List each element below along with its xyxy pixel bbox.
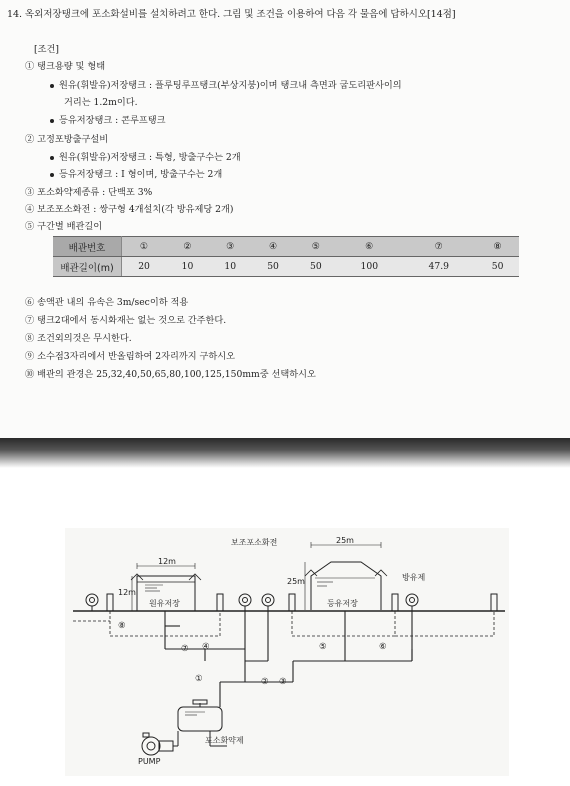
- pipe-number-cell: ⑤: [294, 237, 337, 257]
- condition-3: ③ 포소화약제종류 : 단백포 3%: [25, 187, 153, 198]
- pipe-length-cell: 20: [122, 257, 167, 277]
- condition-4: ④ 보조포소화전 : 쌍구형 4개설치(각 방유제당 2개): [25, 204, 234, 215]
- pipe-length-cell: 100: [337, 257, 401, 277]
- pipe-length-cell: 50: [252, 257, 295, 277]
- pipe-number-cell: ④: [252, 237, 295, 257]
- conditions-heading: [조건]: [34, 44, 59, 55]
- bullet-icon: [50, 119, 54, 123]
- condition-1-bullet-1: 원유(휘발유)저장탱크 : 플루팅루프탱크(부상지붕)이며 탱크내 측면과 굽도리판사이의: [50, 77, 402, 91]
- hydrant-icon: [406, 594, 418, 611]
- label-auxiliary-hydrant: 보조포소화전: [231, 538, 278, 547]
- pipe-label-2: ②: [261, 677, 269, 687]
- pipe-label-1: ①: [195, 674, 203, 684]
- bullet-icon: [50, 156, 54, 160]
- pipe-length-cell: 10: [209, 257, 252, 277]
- dimension-crude-width: 12m: [158, 557, 176, 566]
- condition-1: ① 탱크용량 및 형태: [25, 61, 106, 72]
- pipe-number-row: [53, 237, 519, 257]
- pipe-label-6: ⑥: [379, 642, 387, 652]
- condition-8: ⑧ 조건외의것은 무시한다.: [25, 333, 132, 344]
- hydrant-icon: [262, 594, 274, 611]
- label-foam-concentrate: 포소화약제: [205, 736, 244, 745]
- pipe-number-cell: ⑥: [337, 237, 401, 257]
- pipe-number-cell: ①: [122, 237, 167, 257]
- bullet-icon: [50, 84, 54, 88]
- dike-wall: [217, 594, 223, 611]
- label-crude-oil-tank: 원유저장: [149, 599, 180, 608]
- dike-wall: [392, 594, 398, 611]
- pipe-length-cell: 47.9: [401, 257, 476, 277]
- pipe-label-7: ⑦: [181, 644, 189, 654]
- condition-1-bullet-1-cont: 거리는 1.2m이다.: [64, 97, 138, 108]
- pipe-label-3: ③: [279, 677, 287, 687]
- condition-7: ⑦ 탱크2대에서 동시화재는 없는 것으로 간주한다.: [25, 315, 227, 326]
- pipe-length-cell: 50: [476, 257, 519, 277]
- condition-2-bullet-2: 등유저장탱크 : Ⅰ 형이며, 방출구수는 2개: [50, 166, 222, 180]
- dimension-crude-height: 12m: [118, 588, 136, 597]
- dike-wall: [491, 594, 497, 611]
- dike-wall: [107, 594, 113, 611]
- dimension-kerosene-height: 25m: [287, 577, 305, 586]
- question-title: 14. 옥외저장탱크에 포소화설비를 설치하려고 한다. 그림 및 조건을 이용하여 다음 각 물음에 답하시오[14점]: [7, 9, 456, 20]
- foam-concentrate-tank: [178, 707, 222, 731]
- pipe-length-header: 배관길이(m): [53, 257, 122, 277]
- pipe-length-table: [53, 236, 519, 277]
- hydrant-icon: [239, 594, 251, 611]
- pipe-number-header: 배관번호: [53, 237, 122, 257]
- condition-9: ⑨ 소수점3자리에서 반올림하여 2자리까지 구하시오: [25, 351, 236, 362]
- condition-2-bullet-1: 원유(휘발유)저장탱크 : 특형, 방출구수는 2개: [50, 149, 241, 163]
- pipe-length-cell: 50: [294, 257, 337, 277]
- pipe-label-5: ⑤: [319, 642, 327, 652]
- pipe-number-cell: ⑦: [401, 237, 476, 257]
- pipe-label-4: ④: [202, 642, 210, 652]
- condition-2: ② 고정포방출구설비: [25, 134, 109, 145]
- pipe-number-cell: ⑧: [476, 237, 519, 257]
- label-kerosene-tank: 등유저장: [327, 599, 358, 608]
- pipe-length-row: [53, 257, 519, 277]
- pump-icon: [142, 737, 160, 755]
- pipe-length-cell: 10: [166, 257, 209, 277]
- label-dike: 방유제: [402, 573, 426, 582]
- pipe-number-cell: ③: [209, 237, 252, 257]
- condition-1-bullet-2: 등유저장탱크 : 콘루프탱크: [50, 112, 166, 126]
- hydrant-icon: [86, 594, 98, 611]
- bullet-icon: [50, 173, 54, 177]
- dike-wall: [289, 594, 295, 611]
- pipe-number-cell: ②: [166, 237, 209, 257]
- page-separator: [0, 438, 570, 468]
- foam-system-diagram: [65, 528, 509, 776]
- label-pump: PUMP: [138, 757, 161, 766]
- condition-10: ⑩ 배관의 관경은 25,32,40,50,65,80,100,125,150mm중 선택하시오: [25, 369, 316, 380]
- dimension-kerosene-width: 25m: [336, 536, 354, 545]
- condition-6: ⑥ 송액관 내의 유속은 3m/sec이하 적용: [25, 297, 189, 308]
- condition-5: ⑤ 구간별 배관길이: [25, 221, 103, 232]
- diagram-drawing: [65, 528, 509, 776]
- pipe-label-8: ⑧: [118, 621, 126, 631]
